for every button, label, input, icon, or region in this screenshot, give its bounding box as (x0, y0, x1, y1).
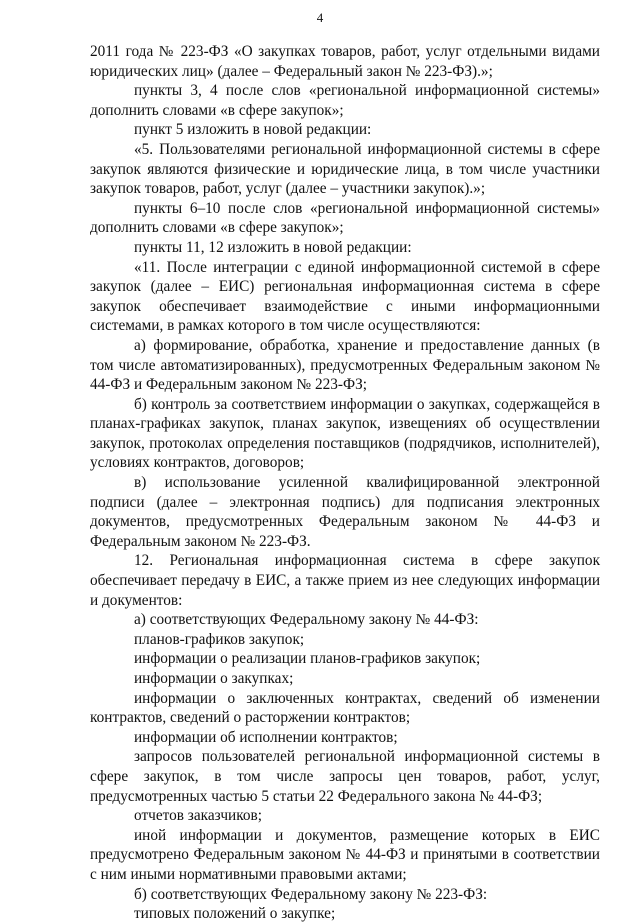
paragraph: типовых положений о закупке; (134, 905, 336, 923)
paragraph: в) использование усиленной квалифицированной электронной подписи (далее – электронная подпись) для подписания электронных документов, предусмотренных Федеральным законом № 44-ФЗ и Федеральным законом № 223-ФЗ. (90, 474, 600, 550)
paragraph: запросов пользователей региональной информационной системы в сфере закупок, в том числе запросы цен товаров, работ, услуг, предусмотренных частью 5 статьи 22 Федерального закона № 44-ФЗ; (90, 748, 600, 805)
paragraph: б) контроль за соответствием информации о закупках, содержащейся в планах-графиках закупок, планах закупок, извещениях об осуществлении закупок, протоколах определения поставщиков (подрядчиков, исполнителей), условиях контрактов, договоров; (90, 395, 600, 472)
paragraph: пункт 5 изложить в новой редакции: (134, 121, 372, 139)
paragraph: а) формирование, обработка, хранение и предоставление данных (в том числе автоматизированных), предусмотренных Федеральным законом № 44-ФЗ и Федеральным законом № 223-ФЗ; (90, 336, 600, 394)
paragraph: информации о реализации планов-графиков закупок; (134, 650, 481, 668)
paragraph: информации о закупках; (134, 670, 294, 687)
paragraph: отчетов заказчиков; (134, 807, 263, 825)
paragraph: «11. После интеграции с единой информационной системой в сфере закупок (далее – ЕИС) региональная информационная система в сфере закупок обеспечивает взаимодействие с иными информационными системами, в рамках которого в том числе осуществляются: (90, 258, 600, 335)
document-body (90, 42, 600, 924)
paragraph: планов-графиков закупок; (134, 630, 305, 648)
paragraph: информации об исполнении контрактов; (134, 728, 398, 746)
paragraph: пункты 11, 12 изложить в новой редакции: (134, 238, 412, 256)
paragraph: б) соответствующих Федеральному закону № 223-ФЗ: (134, 885, 488, 903)
paragraph: иной информации и документов, размещение которых в ЕИС предусмотрено Федеральным законом № 44-ФЗ и принятыми в соответствии с ним иными нормативными правовыми актами; (90, 826, 600, 883)
paragraph: 12. Региональная информационная система в сфере закупок обеспечивает передачу в ЕИС, а также прием из нее следующих информации и документов: (90, 552, 600, 609)
paragraph: а) соответствующих Федеральному закону № 44-ФЗ: (134, 611, 479, 629)
paragraph: пункты 6–10 после слов «региональной информационной системы» дополнить словами «в сфере закупок»; (90, 199, 600, 237)
paragraph: 2011 года № 223-ФЗ «О закупках товаров, работ, услуг отдельными видами юридических лиц» (далее – Федеральный закон № 223-ФЗ).»; (90, 43, 600, 80)
page-number: 4 (316, 10, 324, 25)
paragraph: информации о заключенных контрактах, сведений об изменении контрактов, сведений о расторжении контрактов; (90, 689, 600, 727)
paragraph: «5. Пользователями региональной информационной системы в сфере закупок являются физические и юридические лица, в том числе участники закупок товаров, работ, услуг (далее – участники закупок).»; (90, 140, 600, 198)
paragraph: пункты 3, 4 после слов «региональной информационной системы» дополнить словами «в сфере закупок»; (90, 82, 600, 119)
